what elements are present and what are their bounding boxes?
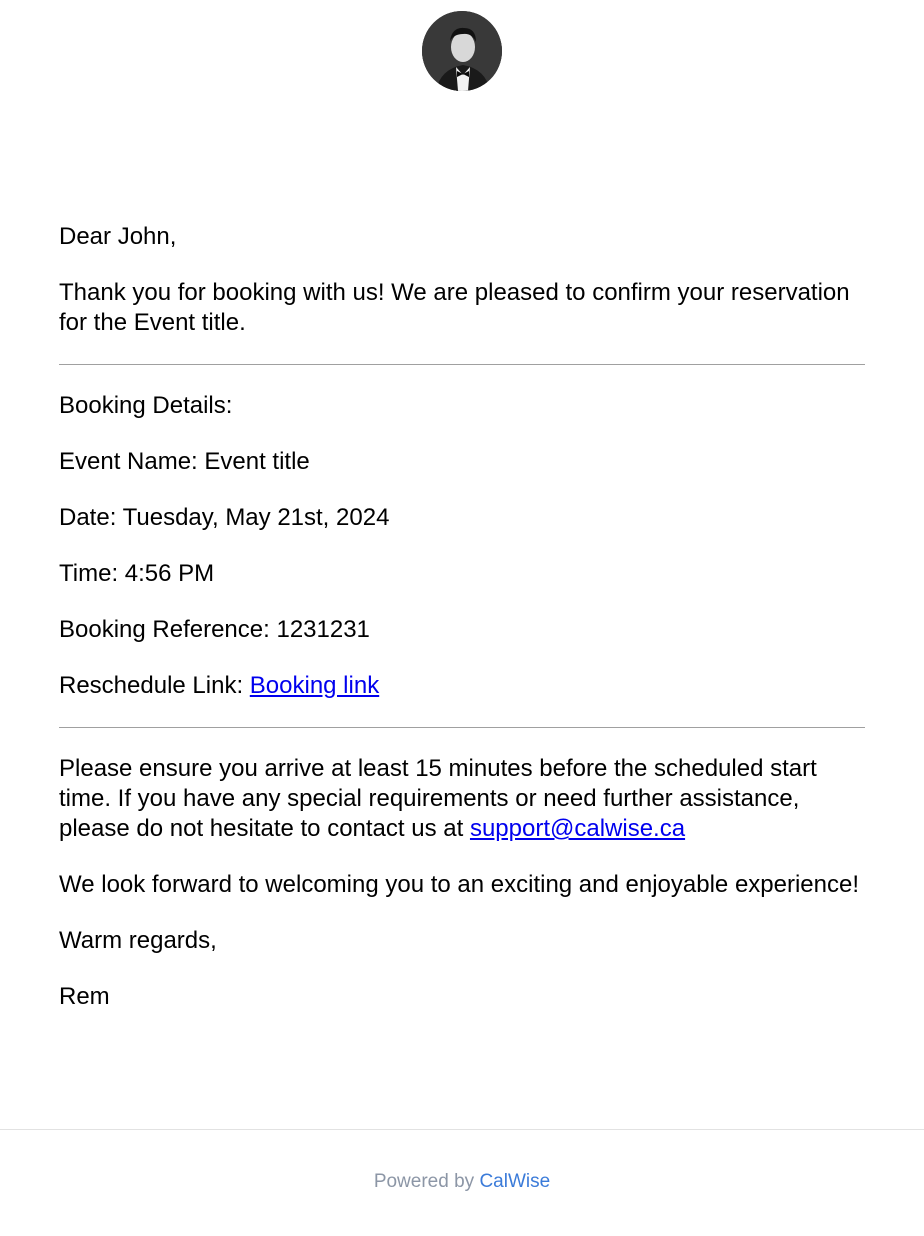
- intro-paragraph: Thank you for booking with us! We are pleased to confirm your reservation for the Event title.: [59, 279, 850, 336]
- notice-text: Please ensure you arrive at least 15 minutes before the scheduled start time. If you have any special requirements or need further assistance, please do not hesitate to contact us at: [59, 755, 817, 842]
- closing-paragraph: We look forward to welcoming you to an exciting and enjoyable experience!: [59, 871, 860, 898]
- powered-by-label: Powered by: [373, 1171, 480, 1192]
- event-name: Event Name: Event title: [59, 448, 310, 475]
- reschedule-row: [59, 671, 865, 701]
- booking-details-heading: Booking Details:: [59, 392, 233, 419]
- person-photo-icon: [422, 11, 502, 91]
- email-footer: [0, 1129, 924, 1236]
- sender-avatar: [422, 11, 502, 91]
- reschedule-link[interactable]: Booking link: [249, 672, 380, 699]
- notice-paragraph: [59, 754, 865, 844]
- support-email-link[interactable]: support@calwise.ca: [469, 815, 686, 842]
- signature: Rem: [59, 983, 110, 1010]
- signoff: Warm regards,: [59, 927, 217, 954]
- booking-date: Date: Tuesday, May 21st, 2024: [59, 504, 390, 531]
- divider: [59, 364, 865, 365]
- greeting: Dear John,: [59, 223, 177, 250]
- email-header: [0, 0, 924, 205]
- powered-by: [0, 1171, 924, 1193]
- booking-time: Time: 4:56 PM: [59, 560, 215, 587]
- reschedule-label: Reschedule Link:: [59, 672, 250, 699]
- divider: [59, 727, 865, 728]
- email-body: [59, 222, 865, 1038]
- booking-reference: Booking Reference: 1231231: [59, 616, 370, 643]
- calwise-brand-link[interactable]: CalWise: [479, 1171, 551, 1192]
